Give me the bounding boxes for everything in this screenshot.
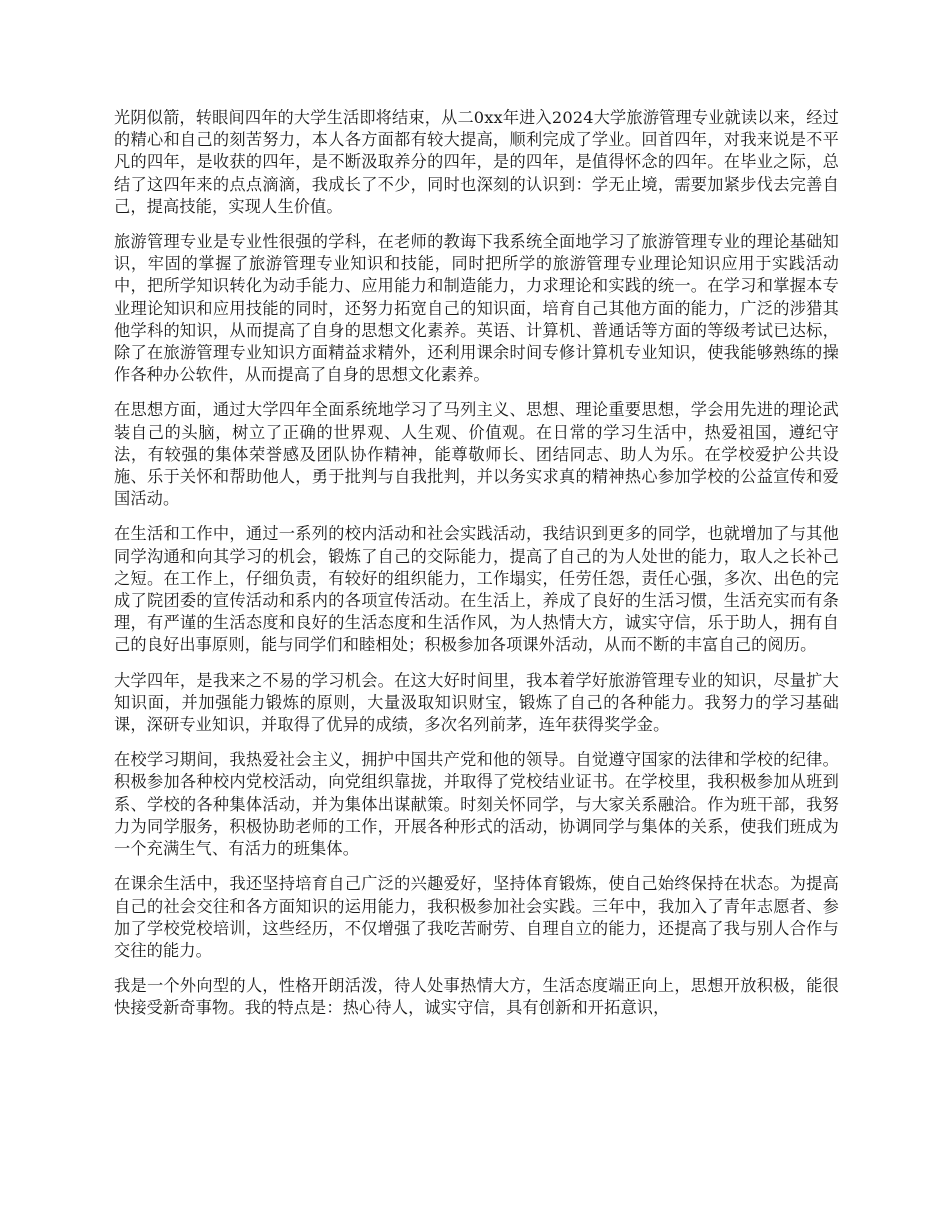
paragraph-life-and-work: 在生活和工作中，通过一系列的校内活动和社会实践活动，我结识到更多的同学，也就增加了与其他同学沟通和向其学习的机会，锻炼了自己的交际能力，提高了自己的为人处世的能力，取人之长补己之短。在工作上，仔细负责，有较好的组织能力，工作塌实，任劳任怨，责任心强，多次、出色的完成了院团委的宣传活动和系内的各项宣传活动。在生活上，养成了良好的生活习惯，生活充实而有条理，有严谨的生活态度和良好的生活态度和生活作风，为人热情大方，诚实守信，乐于助人，拥有自己的良好出事原则，能与同学们和睦相处；积极参加各项课外活动，从而不断的丰富自己的阅历。 (114, 524, 839, 655)
paragraph-learning-opportunity: 大学四年，是我来之不易的学习机会。在这大好时间里，我本着学好旅游管理专业的知识，尽量扩大知识面，并加强能力锻炼的原则，大量汲取知识财宝，锻炼了自己的各种能力。我努力的学习基础课，深研专业知识，并取得了优异的成绩，多次名列前茅，连年获得奖学金。 (114, 670, 839, 735)
paragraph-major-study: 旅游管理专业是专业性很强的学科，在老师的教诲下我系统全面地学习了旅游管理专业的理论基础知识，牢固的掌握了旅游管理专业知识和技能，同时把所学的旅游管理专业理论知识应用于实践活动中，把所学知识转化为动手能力、应用能力和制造能力，力求理论和实践的统一。在学习和掌握本专业理论知识和应用技能的同时，还努力拓宽自己的知识面，培育自己其他方面的能力，广泛的涉猎其他学科的知识，从而提高了自身的思想文化素养。英语、计算机、普通话等方面的等级考试已达标，除了在旅游管理专业知识方面精益求精外，还利用课余时间专修计算机专业知识，使我能够熟练的操作各种办公软件，从而提高了自身的思想文化素养。 (114, 232, 839, 385)
paragraph-personality: 我是一个外向型的人，性格开朗活泼，待人处事热情大方，生活态度端正向上，思想开放积极，能很快接受新奇事物。我的特点是：热心待人，诚实守信，具有创新和开拓意识， (114, 976, 839, 1018)
paragraph-ideology: 在思想方面，通过大学四年全面系统地学习了马列主义、思想、理论重要思想，学会用先进的理论武装自己的头脑，树立了正确的世界观、人生观、价值观。在日常的学习生活中，热爱祖国，遵纪守法，有较强的集体荣誉感及团队协作精神，能尊敬师长、团结同志、助人为乐。在学校爱护公共设施、乐于关怀和帮助他人，勇于批判与自我批判，并以务实求真的精神热心参加学校的公益宣传和爱国活动。 (114, 400, 839, 509)
paragraph-extracurricular: 在课余生活中，我还坚持培育自己广泛的兴趣爱好，坚持体育锻炼，使自己始终保持在状态。为提高自己的社会交往和各方面知识的运用能力，我积极参加社会实践。三年中，我加入了青年志愿者、参加了学校党校培训，这些经历，不仅增强了我吃苦耐劳、自理自立的能力，还提高了我与别人合作与交往的能力。 (114, 874, 839, 960)
paragraph-intro: 光阴似箭，转眼间四年的大学生活即将结束，从二0xx年进入2024大学旅游管理专业就读以来，经过的精心和自己的刻苦努力，本人各方面都有较大提高，顺利完成了学业。回首四年，对我来说是不平凡的四年，是收获的四年，是不断汲取养分的四年，是的四年，是值得怀念的四年。在毕业之际，总结了这四年来的点点滴滴，我成长了不少，同时也深刻的认识到：学无止境，需要加紧步伐去完善自己，提高技能，实现人生价值。 (114, 108, 839, 216)
paragraph-school-period: 在校学习期间，我热爱社会主义，拥护中国共产党和他的领导。自觉遵守国家的法律和学校的纪律。积极参加各种校内党校活动，向党组织靠拢，并取得了党校结业证书。在学校里，我积极参加从班到系、学校的各种集体活动，并为集体出谋献策。时刻关怀同学，与大家关系融洽。作为班干部，我努力为同学服务，积极协助老师的工作，开展各种形式的活动，协调同学与集体的关系，使我们班成为一个充满生气、有活力的班集体。 (114, 750, 839, 859)
document-page (114, 107, 839, 1033)
